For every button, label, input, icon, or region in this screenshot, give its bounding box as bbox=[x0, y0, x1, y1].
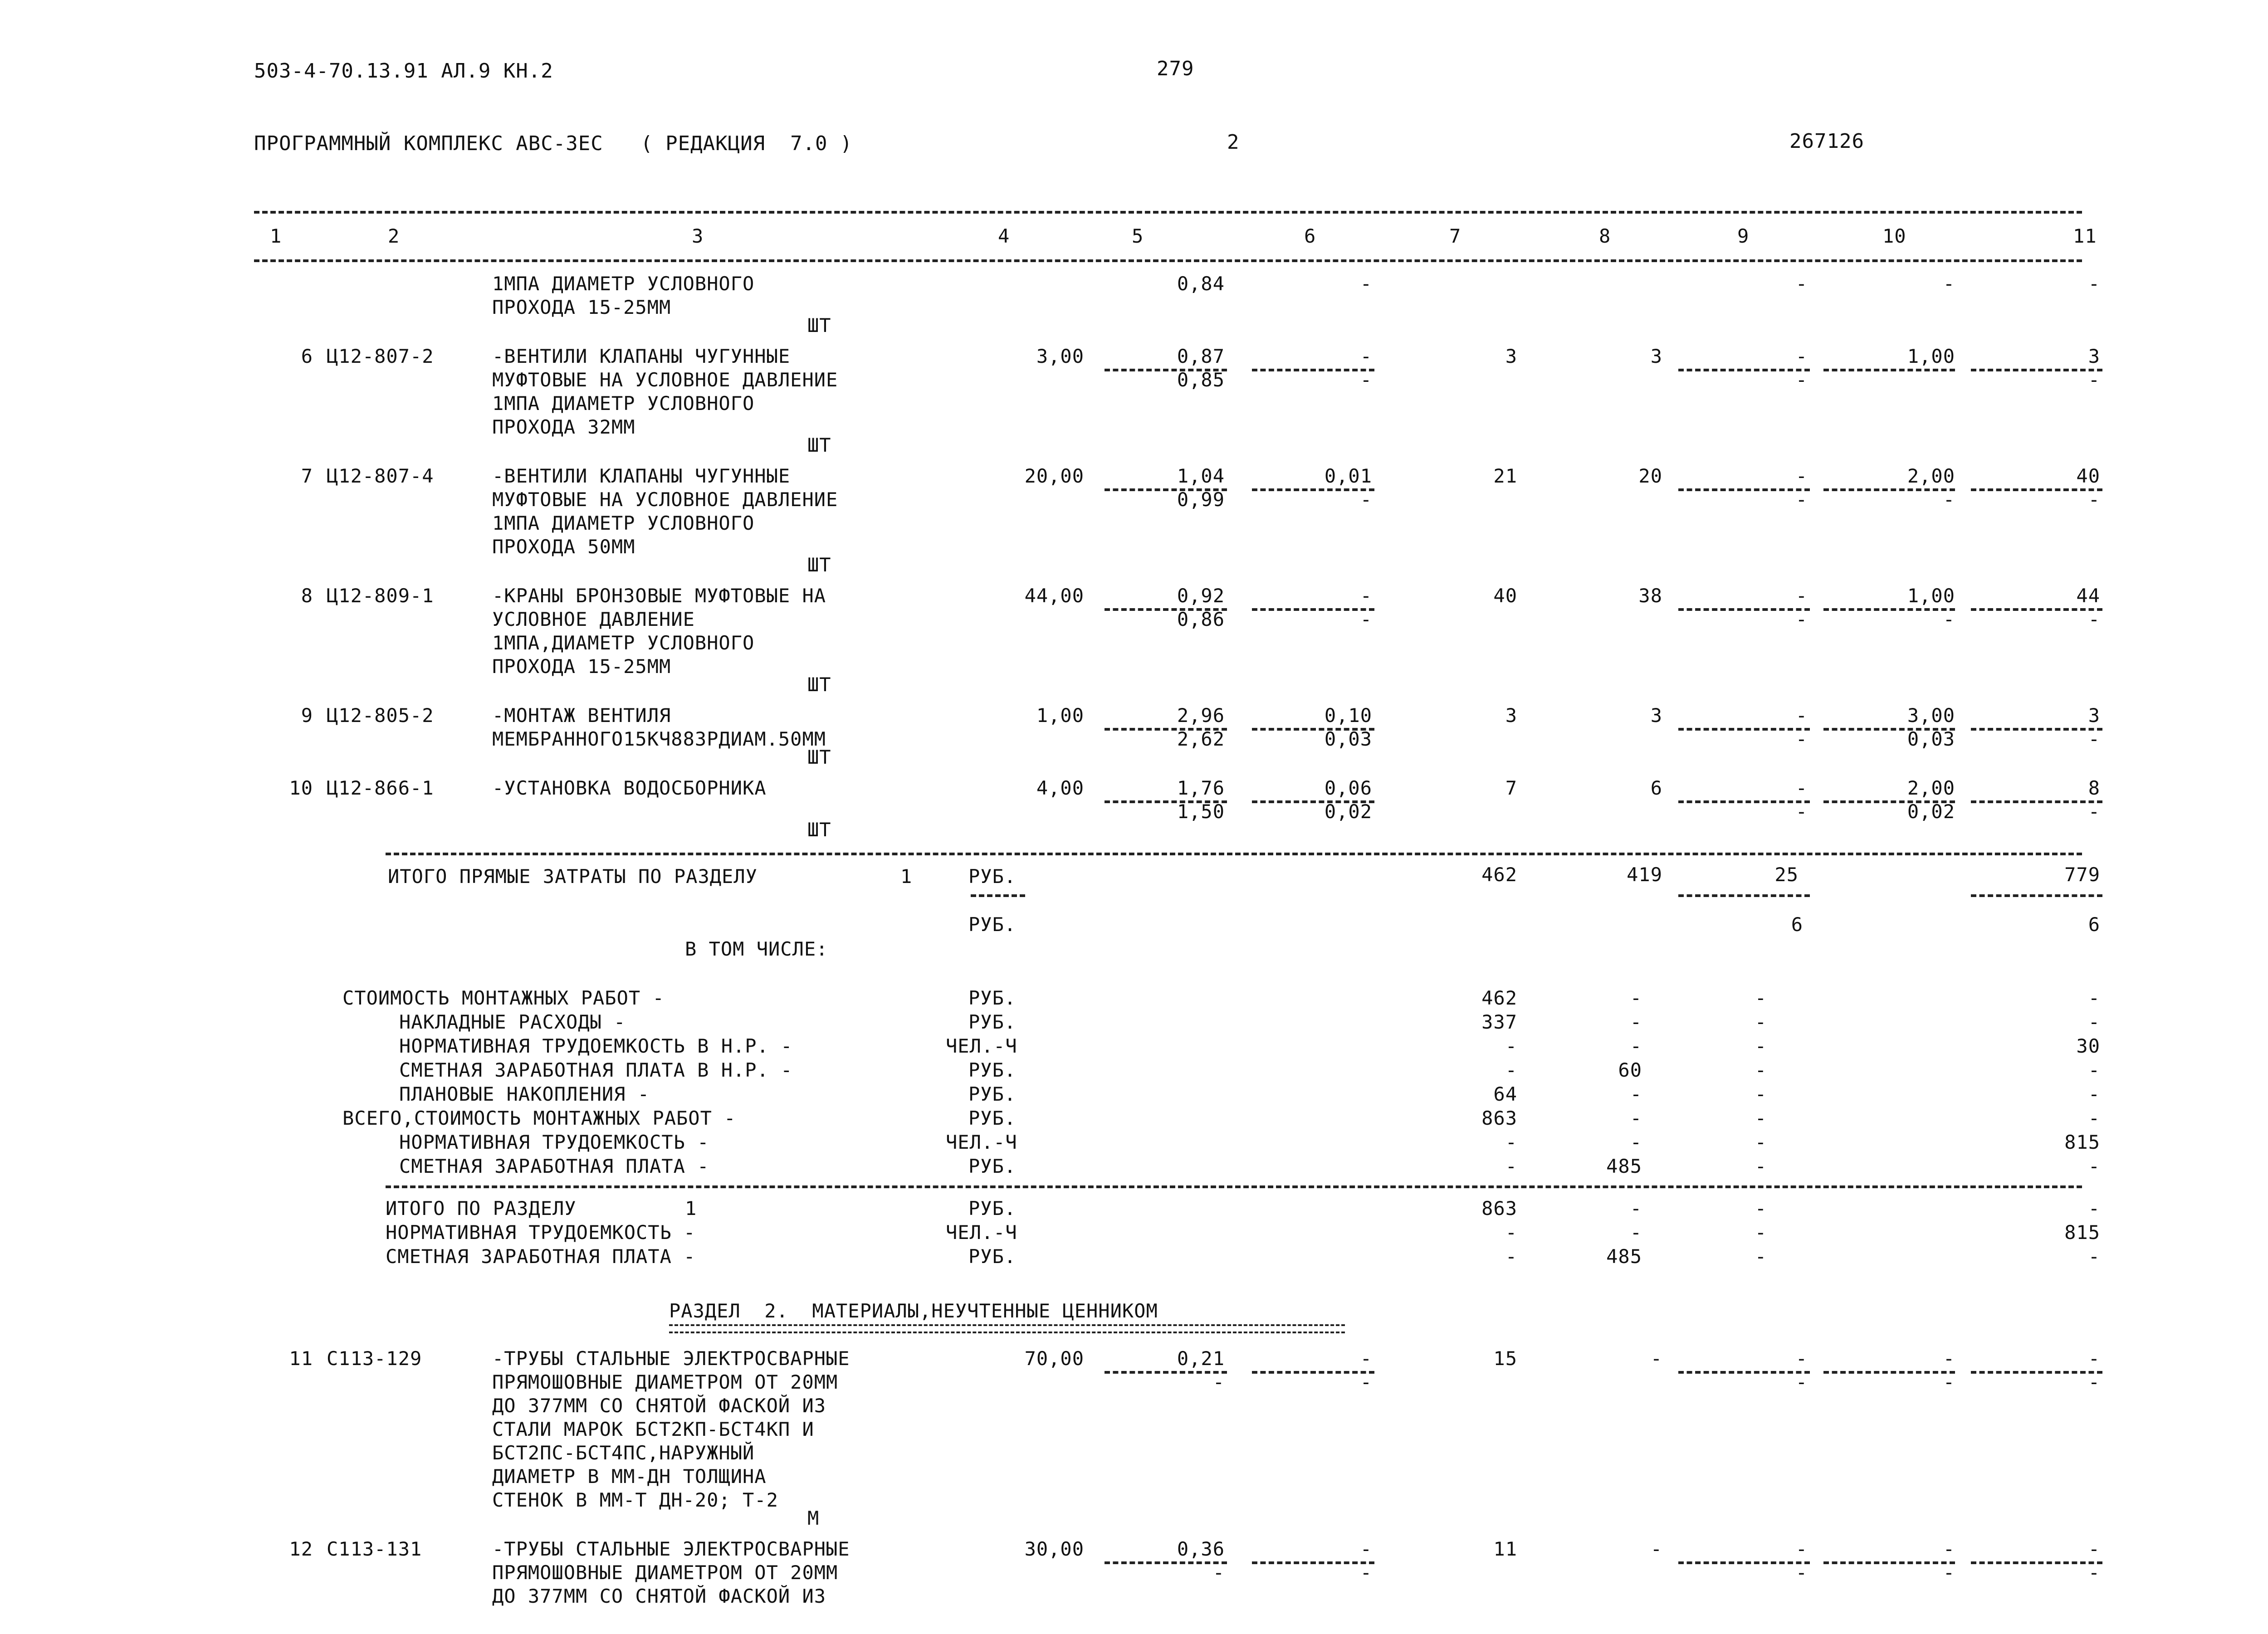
cell-rule bbox=[1252, 488, 1374, 491]
unit-cost: 0,36 bbox=[1177, 1538, 1225, 1560]
cell-rule bbox=[1823, 728, 1955, 731]
page-number: 279 bbox=[1157, 57, 1194, 80]
rate-code: Ц12-807-2 bbox=[327, 345, 434, 367]
row-number: 10 bbox=[289, 777, 313, 799]
cell-rule bbox=[1971, 608, 2102, 611]
row-description: ДИАМЕТР В ММ-ДН ТОЛЩИНА bbox=[492, 1465, 767, 1488]
cell-rule bbox=[1252, 369, 1374, 371]
quantity: 30,00 bbox=[1024, 1538, 1084, 1560]
total-cost: 15 bbox=[1493, 1347, 1517, 1370]
direct-costs-section: 1 bbox=[900, 865, 913, 888]
unit-machine-cost: - bbox=[1360, 1538, 1372, 1560]
labor-machine: - bbox=[1943, 1561, 1955, 1584]
unit-cost-wage: 0,85 bbox=[1177, 369, 1225, 391]
unit-cost-wage: - bbox=[1212, 1371, 1225, 1393]
row-description: МЕМБРАННОГО15КЧ883РДИАМ.50ММ bbox=[492, 728, 826, 750]
cell-rule bbox=[1823, 1371, 1955, 1374]
rate-code: Ц12-866-1 bbox=[327, 777, 434, 799]
cell-rule bbox=[1678, 1371, 1810, 1374]
machine-wage: - bbox=[1795, 488, 1808, 511]
unit-machine-wage: - bbox=[1360, 1561, 1372, 1584]
breakdown-unit: ЧЕЛ.-Ч bbox=[946, 1035, 1017, 1057]
row-description: СТЕНОК В ММ-Т ДН-20; Т-2 bbox=[492, 1489, 778, 1511]
breakdown-wages: - bbox=[1630, 1131, 1642, 1153]
breakdown-label: СМЕТНАЯ ЗАРАБОТНАЯ ПЛАТА - bbox=[399, 1155, 709, 1177]
unit-machine-cost: - bbox=[1360, 1347, 1372, 1370]
cell-rule bbox=[1823, 488, 1955, 491]
labor-per-unit: 3,00 bbox=[1907, 704, 1955, 727]
section-total-labor: 815 bbox=[2064, 1221, 2100, 1244]
breakdown-wages: - bbox=[1630, 1035, 1642, 1057]
unit-of-measure: ШТ bbox=[807, 554, 831, 576]
breakdown-total: 462 bbox=[1481, 987, 1517, 1009]
section-total-cost: - bbox=[1505, 1245, 1517, 1268]
breakdown-unit: РУБ. bbox=[968, 1011, 1017, 1033]
labor-total: 8 bbox=[2088, 777, 2100, 799]
unit-cost-wage: 0,99 bbox=[1177, 488, 1225, 511]
cell-rule bbox=[1252, 608, 1374, 611]
column-header-5: 5 bbox=[1132, 225, 1144, 247]
column-header-4: 4 bbox=[998, 225, 1010, 247]
breakdown-labor: - bbox=[2088, 1011, 2100, 1033]
row-description: ПРЯМОШОВНЫЕ ДИАМЕТРОМ ОТ 20ММ bbox=[492, 1561, 838, 1584]
section-2-underline bbox=[669, 1324, 1345, 1333]
total-cost: 40 bbox=[1493, 585, 1517, 607]
breakdown-labor: - bbox=[2088, 1107, 2100, 1129]
row-description: МУФТОВЫЕ НА УСЛОВНОЕ ДАВЛЕНИЕ bbox=[492, 488, 838, 511]
unit-machine-wage: 0,03 bbox=[1324, 728, 1372, 750]
breakdown-label: СТОИМОСТЬ МОНТАЖНЫХ РАБОТ - bbox=[342, 987, 665, 1009]
section-total-wages: - bbox=[1630, 1221, 1642, 1244]
labor-per-unit: - bbox=[1943, 1347, 1955, 1370]
labor-per-unit: 2,00 bbox=[1907, 777, 1955, 799]
breakdown-total: - bbox=[1505, 1131, 1517, 1153]
cell-rule bbox=[1823, 608, 1955, 611]
row-description: БСТ2ПС-БСТ4ПС,НАРУЖНЫЙ bbox=[492, 1442, 755, 1464]
including-label: В ТОМ ЧИСЛЕ: bbox=[685, 938, 828, 960]
rate-code: Ц12-805-2 bbox=[327, 704, 434, 727]
breakdown-label: СМЕТНАЯ ЗАРАБОТНАЯ ПЛАТА В Н.Р. - bbox=[399, 1059, 793, 1081]
section-rule bbox=[386, 853, 2082, 855]
breakdown-label: ВСЕГО,СТОИМОСТЬ МОНТАЖНЫХ РАБОТ - bbox=[342, 1107, 736, 1129]
sheet-number: 2 bbox=[1227, 131, 1240, 154]
section-2-title: РАЗДЕЛ 2. МАТЕРИАЛЫ,НЕУЧТЕННЫЕ ЦЕННИКОМ bbox=[669, 1300, 1158, 1322]
section-total-unit: РУБ. bbox=[968, 1245, 1017, 1268]
labor-machine: - bbox=[1943, 273, 1955, 295]
machine-cost: - bbox=[1795, 345, 1808, 367]
row-description: УСЛОВНОЕ ДАВЛЕНИЕ bbox=[492, 608, 695, 630]
column-header-6: 6 bbox=[1304, 225, 1316, 247]
cell-rule bbox=[1105, 488, 1227, 491]
breakdown-total: - bbox=[1505, 1059, 1517, 1081]
cell-rule bbox=[1105, 800, 1227, 803]
labor-total: 3 bbox=[2088, 704, 2100, 727]
section-total-label: НОРМАТИВНАЯ ТРУДОЕМКОСТЬ - bbox=[386, 1221, 696, 1244]
breakdown-unit: ЧЕЛ.-Ч bbox=[946, 1131, 1017, 1153]
cell-rule bbox=[1971, 800, 2102, 803]
labor-per-unit: - bbox=[1943, 1538, 1955, 1560]
row-number: 8 bbox=[301, 585, 313, 607]
column-header-9: 9 bbox=[1737, 225, 1750, 247]
column-header-2: 2 bbox=[388, 225, 400, 247]
quantity: 20,00 bbox=[1024, 465, 1084, 487]
row-description: ДО 377ММ СО СНЯТОЙ ФАСКОЙ ИЗ bbox=[492, 1395, 826, 1417]
row-description: 1МПА ДИАМЕТР УСЛОВНОГО bbox=[492, 392, 755, 415]
unit-of-measure: М bbox=[807, 1507, 820, 1529]
unit-cost: 1,76 bbox=[1177, 777, 1225, 799]
total-cost: 11 bbox=[1493, 1538, 1517, 1560]
row-description: -ВЕНТИЛИ КЛАПАНЫ ЧУГУННЫЕ bbox=[492, 465, 791, 487]
breakdown-wages: - bbox=[1630, 1011, 1642, 1033]
unit-machine-cost: - bbox=[1360, 345, 1372, 367]
row-description: -ВЕНТИЛИ КЛАПАНЫ ЧУГУННЫЕ bbox=[492, 345, 791, 367]
unit-of-measure: ШТ bbox=[807, 673, 831, 696]
unit-cost: 1,04 bbox=[1177, 465, 1225, 487]
document-code: 503-4-70.13.91 АЛ.9 КН.2 bbox=[254, 59, 553, 83]
cell-rule bbox=[1678, 728, 1810, 731]
unit-cost: 0,87 bbox=[1177, 345, 1225, 367]
labor-machine-total: - bbox=[2088, 273, 2100, 295]
direct-costs-label: ИТОГО ПРЯМЫЕ ЗАТРАТЫ ПО РАЗДЕЛУ bbox=[388, 865, 758, 888]
row-description: ДО 377ММ СО СНЯТОЙ ФАСКОЙ ИЗ bbox=[492, 1585, 826, 1607]
labor-machine: - bbox=[1943, 488, 1955, 511]
labor-per-unit: 2,00 bbox=[1907, 465, 1955, 487]
breakdown-total: - bbox=[1505, 1155, 1517, 1177]
section-total-machines: - bbox=[1755, 1197, 1767, 1219]
machine-wage: - bbox=[1795, 1561, 1808, 1584]
labor-total: - bbox=[2088, 1347, 2100, 1370]
column-header-rule bbox=[254, 259, 2082, 262]
cell-rule bbox=[1971, 1371, 2102, 1374]
labor-total: - bbox=[2088, 1538, 2100, 1560]
direct-costs-machine-wages: 6 bbox=[1791, 913, 1803, 936]
column-header-11: 11 bbox=[2073, 225, 2097, 247]
column-header-10: 10 bbox=[1882, 225, 1906, 247]
breakdown-labor: - bbox=[2088, 1155, 2100, 1177]
breakdown-wages: - bbox=[1630, 1083, 1642, 1105]
machine-cost: - bbox=[1795, 585, 1808, 607]
cell-rule bbox=[1105, 1561, 1227, 1564]
labor-machine: 0,03 bbox=[1907, 728, 1955, 750]
unit-machine-cost: 0,06 bbox=[1324, 777, 1372, 799]
column-header-7: 7 bbox=[1449, 225, 1461, 247]
column-header-3: 3 bbox=[692, 225, 704, 247]
cell-rule bbox=[1105, 728, 1227, 731]
wage-cost: 38 bbox=[1638, 585, 1662, 607]
direct-costs-unit: РУБ. bbox=[968, 865, 1017, 888]
wage-cost: 3 bbox=[1650, 345, 1662, 367]
wage-cost: - bbox=[1650, 1538, 1662, 1560]
cell-rule bbox=[1105, 1371, 1227, 1374]
column-header-8: 8 bbox=[1599, 225, 1611, 247]
cell-rule bbox=[971, 894, 1025, 897]
section-total-cost: - bbox=[1505, 1221, 1517, 1244]
row-description: 1МПА,ДИАМЕТР УСЛОВНОГО bbox=[492, 632, 755, 654]
labor-total: 40 bbox=[2076, 465, 2100, 487]
machine-wage: - bbox=[1795, 369, 1808, 391]
section-total-label: СМЕТНАЯ ЗАРАБОТНАЯ ПЛАТА - bbox=[386, 1245, 696, 1268]
quantity: 4,00 bbox=[1036, 777, 1084, 799]
cell-rule bbox=[1678, 894, 1810, 897]
total-cost: 3 bbox=[1505, 704, 1517, 727]
wage-cost: 6 bbox=[1650, 777, 1662, 799]
breakdown-wages: - bbox=[1630, 1107, 1642, 1129]
cell-rule bbox=[1823, 800, 1955, 803]
row-description: МУФТОВЫЕ НА УСЛОВНОЕ ДАВЛЕНИЕ bbox=[492, 369, 838, 391]
direct-costs-labor-machine: 6 bbox=[2088, 913, 2100, 936]
row-number: 7 bbox=[301, 465, 313, 487]
labor-machine-total: - bbox=[2088, 488, 2100, 511]
breakdown-unit: РУБ. bbox=[968, 1083, 1017, 1105]
unit-cost-wage: 2,62 bbox=[1177, 728, 1225, 750]
breakdown-unit: РУБ. bbox=[968, 1107, 1017, 1129]
breakdown-labor: - bbox=[2088, 1083, 2100, 1105]
unit-of-measure: ШТ bbox=[807, 434, 831, 456]
labor-per-unit: 1,00 bbox=[1907, 345, 1955, 367]
labor-machine-total: - bbox=[2088, 800, 2100, 823]
breakdown-machines: - bbox=[1755, 1131, 1767, 1153]
breakdown-machines: - bbox=[1755, 1107, 1767, 1129]
row-description: -МОНТАЖ ВЕНТИЛЯ bbox=[492, 704, 671, 727]
machine-cost: - bbox=[1795, 1538, 1808, 1560]
section-total-machines: - bbox=[1755, 1245, 1767, 1268]
labor-machine-total: - bbox=[2088, 1561, 2100, 1584]
breakdown-label: НОРМАТИВНАЯ ТРУДОЕМКОСТЬ - bbox=[399, 1131, 709, 1153]
breakdown-labor: - bbox=[2088, 1059, 2100, 1081]
machine-wage: - bbox=[1795, 608, 1808, 630]
machine-cost: - bbox=[1795, 1347, 1808, 1370]
machine-cost: - bbox=[1795, 465, 1808, 487]
labor-machine: 0,02 bbox=[1907, 800, 1955, 823]
quantity: 44,00 bbox=[1024, 585, 1084, 607]
cell-rule bbox=[1823, 1561, 1955, 1564]
breakdown-machines: - bbox=[1755, 1083, 1767, 1105]
unit-cost-wage: 1,50 bbox=[1177, 800, 1225, 823]
row-description: 1МПА ДИАМЕТР УСЛОВНОГО bbox=[492, 512, 755, 534]
total-cost: 3 bbox=[1505, 345, 1517, 367]
row-number: 11 bbox=[289, 1347, 313, 1370]
breakdown-total: 337 bbox=[1481, 1011, 1517, 1033]
section-rule bbox=[386, 1185, 2082, 1188]
labor-machine-total: - bbox=[2088, 608, 2100, 630]
labor-per-unit: 1,00 bbox=[1907, 585, 1955, 607]
row-description: ПРОХОДА 50ММ bbox=[492, 536, 635, 558]
section-total-labor: - bbox=[2088, 1245, 2100, 1268]
breakdown-label: НОРМАТИВНАЯ ТРУДОЕМКОСТЬ В Н.Р. - bbox=[399, 1035, 793, 1057]
labor-machine-total: - bbox=[2088, 1371, 2100, 1393]
cell-rule bbox=[1252, 1561, 1374, 1564]
labor-total: 3 bbox=[2088, 345, 2100, 367]
section-total-cost: 863 bbox=[1481, 1197, 1517, 1219]
cell-rule bbox=[1105, 608, 1227, 611]
unit-of-measure: ШТ bbox=[807, 746, 831, 768]
direct-costs-machines: 25 bbox=[1774, 863, 1799, 886]
table-top-rule bbox=[254, 211, 2082, 214]
quantity: 3,00 bbox=[1036, 345, 1084, 367]
cell-rule bbox=[1678, 488, 1810, 491]
cell-rule bbox=[1971, 728, 2102, 731]
quantity: 1,00 bbox=[1036, 704, 1084, 727]
cell-rule bbox=[1678, 369, 1810, 371]
labor-machine: - bbox=[1943, 1371, 1955, 1393]
unit-machine-wage: - bbox=[1360, 273, 1372, 295]
unit-machine-cost: 0,01 bbox=[1324, 465, 1372, 487]
row-description: ПРЯМОШОВНЫЕ ДИАМЕТРОМ ОТ 20ММ bbox=[492, 1371, 838, 1393]
unit-cost: 0,21 bbox=[1177, 1347, 1225, 1370]
row-description: -ТРУБЫ СТАЛЬНЫЕ ЭЛЕКТРОСВАРНЫЕ bbox=[492, 1538, 850, 1560]
breakdown-unit: РУБ. bbox=[968, 1059, 1017, 1081]
direct-costs-labor: 779 bbox=[2064, 863, 2100, 886]
breakdown-machines: - bbox=[1755, 987, 1767, 1009]
rate-code: С113-131 bbox=[327, 1538, 422, 1560]
quantity: 70,00 bbox=[1024, 1347, 1084, 1370]
breakdown-labor: 815 bbox=[2064, 1131, 2100, 1153]
row-number: 12 bbox=[289, 1538, 313, 1560]
breakdown-label: НАКЛАДНЫЕ РАСХОДЫ - bbox=[399, 1011, 626, 1033]
breakdown-total: 863 bbox=[1481, 1107, 1517, 1129]
wage-cost: - bbox=[1650, 1347, 1662, 1370]
labor-total: 44 bbox=[2076, 585, 2100, 607]
unit-cost: 0,92 bbox=[1177, 585, 1225, 607]
column-header-1: 1 bbox=[270, 225, 282, 247]
breakdown-labor: - bbox=[2088, 987, 2100, 1009]
breakdown-total: - bbox=[1505, 1035, 1517, 1057]
row-description: 1МПА ДИАМЕТР УСЛОВНОГО bbox=[492, 273, 755, 295]
cell-rule bbox=[1823, 369, 1955, 371]
row-description: -ТРУБЫ СТАЛЬНЫЕ ЭЛЕКТРОСВАРНЫЕ bbox=[492, 1347, 850, 1370]
unit-machine-wage: 0,02 bbox=[1324, 800, 1372, 823]
cell-rule bbox=[1971, 894, 2102, 897]
machine-cost: - bbox=[1795, 704, 1808, 727]
section-total-wages: 485 bbox=[1606, 1245, 1642, 1268]
section-total-unit: РУБ. bbox=[968, 1197, 1017, 1219]
breakdown-machines: - bbox=[1755, 1059, 1767, 1081]
rate-code: С113-129 bbox=[327, 1347, 422, 1370]
breakdown-unit: РУБ. bbox=[968, 1155, 1017, 1177]
breakdown-machines: - bbox=[1755, 1011, 1767, 1033]
wage-cost: 3 bbox=[1650, 704, 1662, 727]
breakdown-labor: 30 bbox=[2076, 1035, 2100, 1057]
unit-cost-wage: 0,84 bbox=[1177, 273, 1225, 295]
unit-of-measure: ШТ bbox=[807, 819, 831, 841]
machine-wage: - bbox=[1795, 728, 1808, 750]
unit-machine-wage: - bbox=[1360, 608, 1372, 630]
breakdown-wages: 485 bbox=[1606, 1155, 1642, 1177]
breakdown-wages: - bbox=[1630, 987, 1642, 1009]
breakdown-machines: - bbox=[1755, 1155, 1767, 1177]
estimate-code: 267126 bbox=[1789, 130, 1864, 153]
unit-of-measure: ШТ bbox=[807, 314, 831, 337]
section-total-labor: - bbox=[2088, 1197, 2100, 1219]
direct-costs-total: 462 bbox=[1481, 863, 1517, 886]
rate-code: Ц12-807-4 bbox=[327, 465, 434, 487]
row-description: -КРАНЫ БРОНЗОВЫЕ МУФТОВЫЕ НА bbox=[492, 585, 826, 607]
machine-wage: - bbox=[1795, 273, 1808, 295]
machine-wage: - bbox=[1795, 1371, 1808, 1393]
section-total-machines: - bbox=[1755, 1221, 1767, 1244]
unit-machine-cost: - bbox=[1360, 585, 1372, 607]
row-description: ПРОХОДА 32ММ bbox=[492, 416, 635, 438]
row-description: -УСТАНОВКА ВОДОСБОРНИКА bbox=[492, 777, 767, 799]
labor-machine: - bbox=[1943, 608, 1955, 630]
program-title: ПРОГРАММНЫЙ КОМПЛЕКС АВС-3ЕС ( РЕДАКЦИЯ 7.0 ) bbox=[254, 132, 853, 155]
direct-costs-unit-2: РУБ. bbox=[968, 913, 1017, 936]
cell-rule bbox=[1252, 800, 1374, 803]
cell-rule bbox=[1678, 800, 1810, 803]
breakdown-label: ПЛАНОВЫЕ НАКОПЛЕНИЯ - bbox=[399, 1083, 650, 1105]
row-number: 9 bbox=[301, 704, 313, 727]
machine-cost: - bbox=[1795, 777, 1808, 799]
section-total-number: 1 bbox=[685, 1197, 697, 1219]
cell-rule bbox=[1971, 369, 2102, 371]
total-cost: 21 bbox=[1493, 465, 1517, 487]
labor-machine-total: - bbox=[2088, 728, 2100, 750]
unit-cost-wage: - bbox=[1212, 1561, 1225, 1584]
labor-machine-total: - bbox=[2088, 369, 2100, 391]
breakdown-wages: 60 bbox=[1618, 1059, 1642, 1081]
wage-cost: 20 bbox=[1638, 465, 1662, 487]
row-description: ПРОХОДА 15-25ММ bbox=[492, 296, 671, 318]
unit-machine-cost: 0,10 bbox=[1324, 704, 1372, 727]
breakdown-machines: - bbox=[1755, 1035, 1767, 1057]
unit-machine-wage: - bbox=[1360, 1371, 1372, 1393]
direct-costs-wages: 419 bbox=[1627, 863, 1662, 886]
breakdown-unit: РУБ. bbox=[968, 987, 1017, 1009]
breakdown-total: 64 bbox=[1493, 1083, 1517, 1105]
cell-rule bbox=[1252, 728, 1374, 731]
section-total-wages: - bbox=[1630, 1197, 1642, 1219]
cell-rule bbox=[1105, 369, 1227, 371]
total-cost: 7 bbox=[1505, 777, 1517, 799]
rate-code: Ц12-809-1 bbox=[327, 585, 434, 607]
machine-wage: - bbox=[1795, 800, 1808, 823]
unit-cost: 2,96 bbox=[1177, 704, 1225, 727]
unit-machine-wage: - bbox=[1360, 369, 1372, 391]
section-total-label: ИТОГО ПО РАЗДЕЛУ bbox=[386, 1197, 577, 1219]
cell-rule bbox=[1678, 608, 1810, 611]
cell-rule bbox=[1971, 1561, 2102, 1564]
section-total-unit: ЧЕЛ.-Ч bbox=[946, 1221, 1017, 1244]
row-number: 6 bbox=[301, 345, 313, 367]
cell-rule bbox=[1678, 1561, 1810, 1564]
cell-rule bbox=[1252, 1371, 1374, 1374]
row-description: ПРОХОДА 15-25ММ bbox=[492, 655, 671, 678]
unit-cost-wage: 0,86 bbox=[1177, 608, 1225, 630]
cell-rule bbox=[1971, 488, 2102, 491]
row-description: СТАЛИ МАРОК БСТ2КП-БСТ4КП И bbox=[492, 1418, 814, 1440]
unit-machine-wage: - bbox=[1360, 488, 1372, 511]
